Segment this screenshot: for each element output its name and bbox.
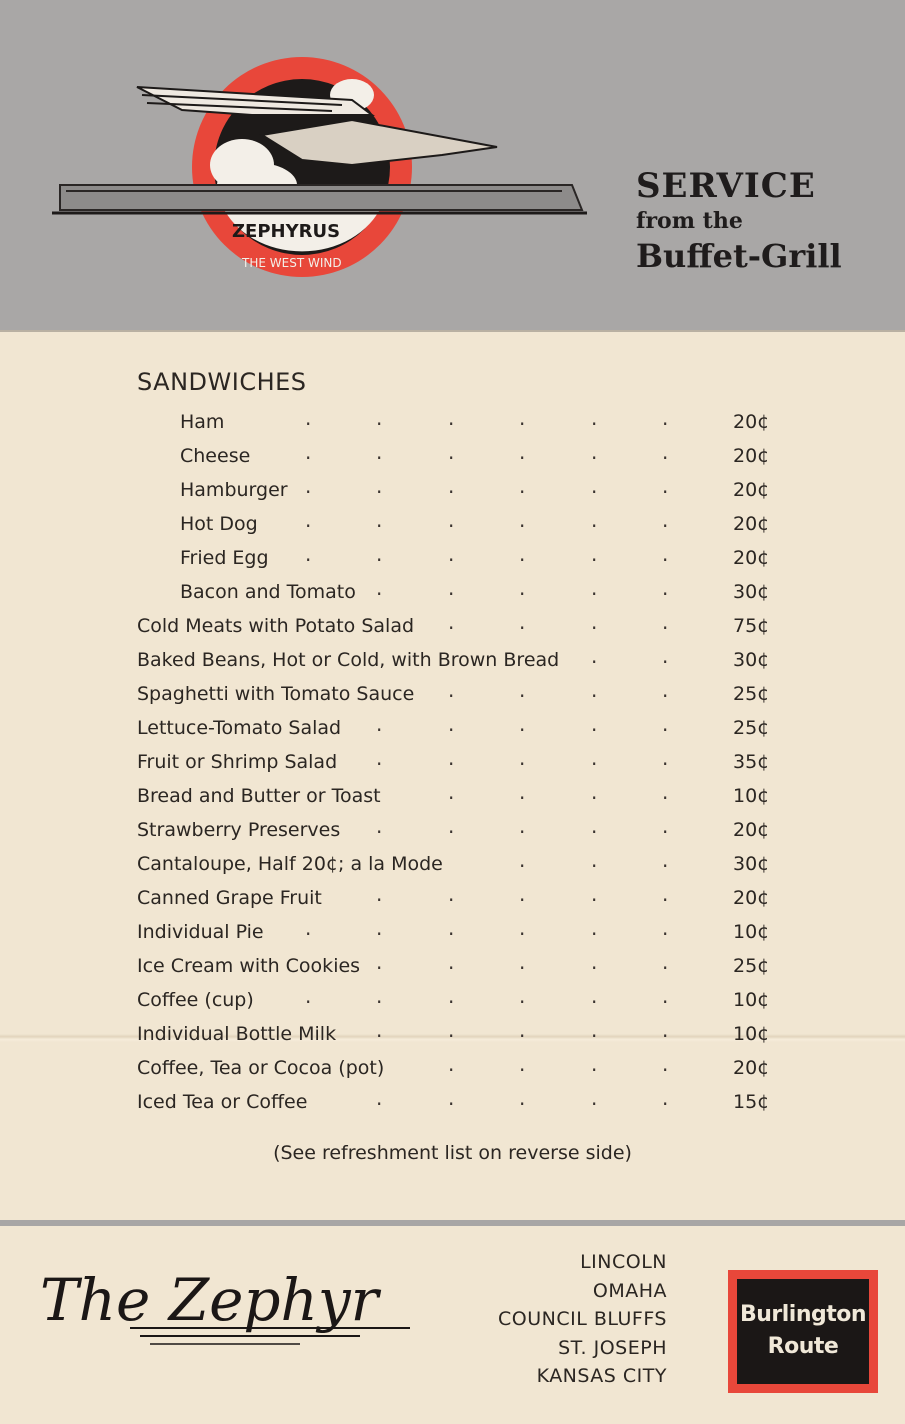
- menu-item-row: [0, 847, 905, 881]
- city-list: [498, 1248, 667, 1391]
- leader-dot: .: [448, 916, 455, 940]
- leader-dot: .: [662, 780, 669, 804]
- menu-item-price: 25¢: [733, 683, 770, 705]
- menu-item-name: Bacon and Tomato: [180, 581, 356, 603]
- menu-item-name: Iced Tea or Coffee: [137, 1091, 308, 1113]
- leader-dot: .: [591, 1086, 598, 1110]
- menu-item-price: 20¢: [733, 547, 770, 569]
- leader-dot: .: [591, 406, 598, 430]
- leader-dot: .: [448, 746, 455, 770]
- leader-dot: .: [519, 950, 526, 974]
- title-line-2: from the: [636, 208, 743, 234]
- leader-dot: .: [448, 950, 455, 974]
- city-council-bluffs: COUNCIL BLUFFS: [497, 1308, 667, 1330]
- leader-dot: .: [519, 576, 526, 600]
- menu-item-price: 75¢: [733, 615, 770, 637]
- menu-item-name: Hamburger: [180, 479, 288, 501]
- menu-item-row: [0, 745, 905, 779]
- menu-item-row: [0, 1085, 905, 1119]
- leader-dot: .: [591, 984, 598, 1008]
- menu-item-price: 30¢: [733, 649, 770, 671]
- menu-item-row: [0, 915, 905, 949]
- leader-dot: .: [376, 508, 383, 532]
- leader-dot: .: [662, 984, 669, 1008]
- menu-item-row: [0, 1051, 905, 1085]
- menu-item-name: Spaghetti with Tomato Sauce: [137, 683, 415, 705]
- leader-dot: .: [448, 576, 455, 600]
- leader-dot: .: [519, 440, 526, 464]
- leader-dot: .: [448, 610, 455, 634]
- menu-item-name: Ham: [180, 411, 225, 433]
- burlington-route-badge: [728, 1270, 878, 1393]
- leader-dot: .: [448, 542, 455, 566]
- leader-dot: .: [591, 950, 598, 974]
- leader-dot: .: [448, 780, 455, 804]
- leader-dot: .: [376, 984, 383, 1008]
- leader-dot: .: [376, 576, 383, 600]
- leader-dot: .: [376, 406, 383, 430]
- leader-dot: .: [448, 882, 455, 906]
- menu-item-price: 20¢: [733, 513, 770, 535]
- menu-item-row: [0, 949, 905, 983]
- menu-item-row: [0, 507, 905, 541]
- menu-item-price: 25¢: [733, 955, 770, 977]
- section-title: SANDWICHES: [137, 368, 307, 396]
- the-zephyr-script-logo: [40, 1250, 440, 1350]
- leader-dot: .: [519, 678, 526, 702]
- menu-item-price: 30¢: [733, 581, 770, 603]
- leader-dot: .: [376, 882, 383, 906]
- menu-item-row: [0, 677, 905, 711]
- leader-dot: .: [662, 712, 669, 736]
- title-line-1: SERVICE: [636, 166, 816, 206]
- leader-dot: .: [662, 406, 669, 430]
- leader-dot: .: [662, 474, 669, 498]
- leader-dot: .: [591, 610, 598, 634]
- leader-dot: .: [662, 440, 669, 464]
- leader-dot: .: [662, 644, 669, 668]
- leader-dot: .: [376, 950, 383, 974]
- menu-item-row: [0, 473, 905, 507]
- leader-dot: .: [591, 678, 598, 702]
- menu-item-row: [0, 881, 905, 915]
- menu-item-price: 25¢: [733, 717, 770, 739]
- leader-dot: .: [591, 508, 598, 532]
- script-title: The Zephyr: [40, 1266, 379, 1334]
- leader-dot: .: [305, 542, 312, 566]
- leader-dot: .: [519, 508, 526, 532]
- menu-item-name: Fruit or Shrimp Salad: [137, 751, 338, 773]
- leader-dot: .: [376, 1086, 383, 1110]
- leader-dot: .: [662, 950, 669, 974]
- leader-dot: .: [519, 848, 526, 872]
- leader-dot: .: [448, 474, 455, 498]
- menu-item-price: 20¢: [733, 411, 770, 433]
- menu-item-name: Baked Beans, Hot or Cold, with Brown Bread: [137, 649, 560, 671]
- leader-dot: .: [591, 712, 598, 736]
- leader-dot: .: [519, 882, 526, 906]
- leader-dot: .: [519, 1052, 526, 1076]
- menu-item-price: 35¢: [733, 751, 770, 773]
- leader-dot: .: [662, 848, 669, 872]
- menu-item-price: 20¢: [733, 1057, 770, 1079]
- leader-dot: .: [591, 780, 598, 804]
- city-kansas-city: KANSAS CITY: [536, 1365, 667, 1387]
- leader-dot: .: [519, 474, 526, 498]
- footer-divider: [0, 1220, 905, 1226]
- menu-item-name: Hot Dog: [180, 513, 258, 535]
- leader-dot: .: [591, 576, 598, 600]
- menu-item-row: [0, 643, 905, 677]
- leader-dot: .: [662, 814, 669, 838]
- zephyrus-logo: [52, 55, 592, 295]
- city-lincoln: LINCOLN: [580, 1251, 667, 1273]
- city-omaha: OMAHA: [592, 1279, 667, 1302]
- logo-subtext: THE WEST WIND: [242, 256, 342, 270]
- leader-dot: .: [448, 712, 455, 736]
- leader-dot: .: [519, 712, 526, 736]
- menu-item-price: 10¢: [733, 1023, 770, 1045]
- leader-dot: .: [662, 576, 669, 600]
- leader-dot: .: [305, 508, 312, 532]
- leader-dot: .: [305, 474, 312, 498]
- leader-dot: .: [448, 1018, 455, 1042]
- leader-dot: .: [591, 814, 598, 838]
- menu-item-price: 20¢: [733, 819, 770, 841]
- menu-item-price: 15¢: [733, 1091, 770, 1113]
- leader-dot: .: [305, 406, 312, 430]
- menu-item-name: Ice Cream with Cookies: [137, 955, 361, 977]
- title-block: [636, 166, 842, 276]
- menu-item-name: Individual Pie: [137, 921, 264, 943]
- leader-dot: .: [591, 746, 598, 770]
- leader-dot: .: [376, 712, 383, 736]
- leader-dot: .: [448, 814, 455, 838]
- leader-dot: .: [305, 440, 312, 464]
- menu-item-name: Strawberry Preserves: [137, 819, 341, 841]
- leader-dot: .: [305, 984, 312, 1008]
- menu-item-name: Cantaloupe, Half 20¢; a la Mode: [137, 853, 443, 875]
- menu-item-row: [0, 1017, 905, 1051]
- menu-item-name: Individual Bottle Milk: [137, 1023, 337, 1045]
- menu-item-row: [0, 575, 905, 609]
- leader-dot: .: [662, 1018, 669, 1042]
- menu-item-row: [0, 711, 905, 745]
- leader-dot: .: [448, 440, 455, 464]
- leader-dot: .: [519, 814, 526, 838]
- leader-dot: .: [662, 882, 669, 906]
- leader-dot: .: [519, 746, 526, 770]
- leader-dot: .: [376, 440, 383, 464]
- leader-dot: .: [448, 984, 455, 1008]
- leader-dot: .: [376, 916, 383, 940]
- badge-inner: [737, 1279, 869, 1384]
- menu-item-name: Coffee (cup): [137, 989, 254, 1011]
- leader-dot: .: [662, 1086, 669, 1110]
- leader-dot: .: [519, 406, 526, 430]
- leader-dot: .: [591, 916, 598, 940]
- leader-dot: .: [448, 678, 455, 702]
- leader-dot: .: [519, 1086, 526, 1110]
- leader-dot: .: [591, 848, 598, 872]
- leader-dot: .: [662, 746, 669, 770]
- leader-dot: .: [662, 508, 669, 532]
- leader-dot: .: [591, 882, 598, 906]
- menu-item-row: [0, 779, 905, 813]
- menu-item-name: Coffee, Tea or Cocoa (pot): [137, 1057, 385, 1079]
- menu-list: [0, 330, 905, 1220]
- leader-dot: .: [519, 984, 526, 1008]
- leader-dot: .: [662, 610, 669, 634]
- leader-dot: .: [519, 542, 526, 566]
- leader-dot: .: [376, 746, 383, 770]
- leader-dot: .: [448, 1086, 455, 1110]
- leader-dot: .: [591, 440, 598, 464]
- leader-dot: .: [591, 542, 598, 566]
- leader-dot: .: [376, 474, 383, 498]
- menu-item-name: Lettuce-Tomato Salad: [137, 717, 342, 739]
- leader-dot: .: [519, 1018, 526, 1042]
- menu-item-name: Canned Grape Fruit: [137, 887, 322, 909]
- menu-item-price: 30¢: [733, 853, 770, 875]
- leader-dot: .: [519, 610, 526, 634]
- menu-item-price: 20¢: [733, 479, 770, 501]
- leader-dot: .: [448, 1052, 455, 1076]
- menu-item-price: 20¢: [733, 887, 770, 909]
- logo-text: ZEPHYRUS: [232, 221, 341, 242]
- menu-item-row: [0, 813, 905, 847]
- menu-item-name: Cold Meats with Potato Salad: [137, 615, 415, 637]
- title-line-3: Buffet-Grill: [636, 237, 842, 275]
- leader-dot: .: [662, 916, 669, 940]
- menu-item-row: [0, 609, 905, 643]
- leader-dot: .: [305, 916, 312, 940]
- leader-dot: .: [376, 1018, 383, 1042]
- leader-dot: .: [376, 542, 383, 566]
- menu-item-row: [0, 405, 905, 439]
- menu-item-row: [0, 541, 905, 575]
- leader-dot: .: [591, 474, 598, 498]
- menu-item-row: [0, 983, 905, 1017]
- badge-line-1: Burlington: [739, 1302, 867, 1327]
- leader-dot: .: [662, 678, 669, 702]
- city-st-joseph: ST. JOSEPH: [558, 1336, 667, 1359]
- menu-item-price: 10¢: [733, 989, 770, 1011]
- menu-item-price: 20¢: [733, 445, 770, 467]
- leader-dot: .: [448, 406, 455, 430]
- leader-dot: .: [662, 1052, 669, 1076]
- menu-item-name: Fried Egg: [180, 547, 269, 569]
- header-band: [0, 0, 905, 332]
- reverse-side-note: (See refreshment list on reverse side): [273, 1142, 632, 1164]
- leader-dot: .: [448, 508, 455, 532]
- menu-item-price: 10¢: [733, 785, 770, 807]
- menu-item-price: 10¢: [733, 921, 770, 943]
- leader-dot: .: [591, 1018, 598, 1042]
- leader-dot: .: [662, 542, 669, 566]
- badge-line-2: Route: [767, 1334, 839, 1359]
- menu-item-row: [0, 439, 905, 473]
- leader-dot: .: [519, 916, 526, 940]
- menu-item-name: Bread and Butter or Toast: [137, 785, 381, 807]
- leader-dot: .: [591, 644, 598, 668]
- leader-dot: .: [519, 780, 526, 804]
- leader-dot: .: [376, 814, 383, 838]
- leader-dot: .: [591, 1052, 598, 1076]
- menu-item-name: Cheese: [180, 445, 251, 467]
